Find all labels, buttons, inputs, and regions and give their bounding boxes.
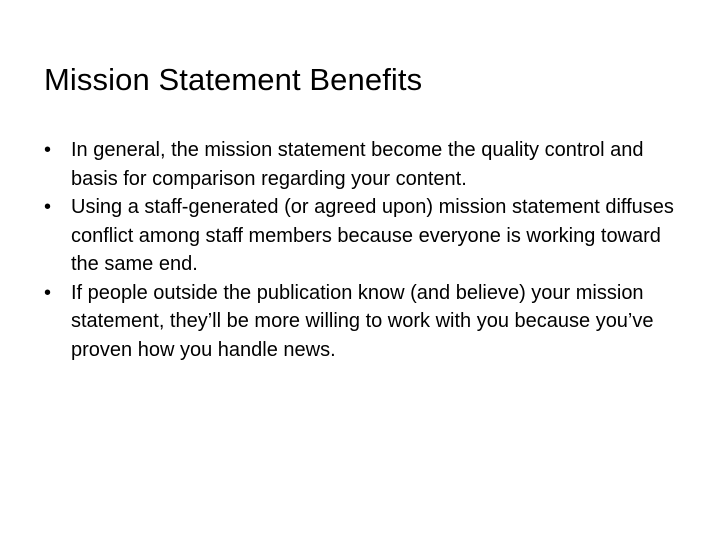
slide-title: Mission Statement Benefits xyxy=(44,62,423,97)
bullet-item xyxy=(44,279,684,365)
bullet-item xyxy=(44,193,684,279)
bullet-text: In general, the mission statement become the quality control and basis for comparison regarding your content. xyxy=(71,139,644,190)
bullet-marker: • xyxy=(44,139,52,161)
bullet-marker: • xyxy=(44,196,52,218)
bullet-item xyxy=(44,136,684,193)
bullet-text: If people outside the publication know (and believe) your mission statement, they’ll be more willing to work with you because you’ve proven how you handle news. xyxy=(71,281,654,361)
bullet-marker: • xyxy=(44,281,52,304)
bullet-text: Using a staff-generated (or agreed upon) mission statement diffuses conflict among staff members because everyone is working toward the same end. xyxy=(71,196,674,275)
bullet-list xyxy=(44,136,684,364)
